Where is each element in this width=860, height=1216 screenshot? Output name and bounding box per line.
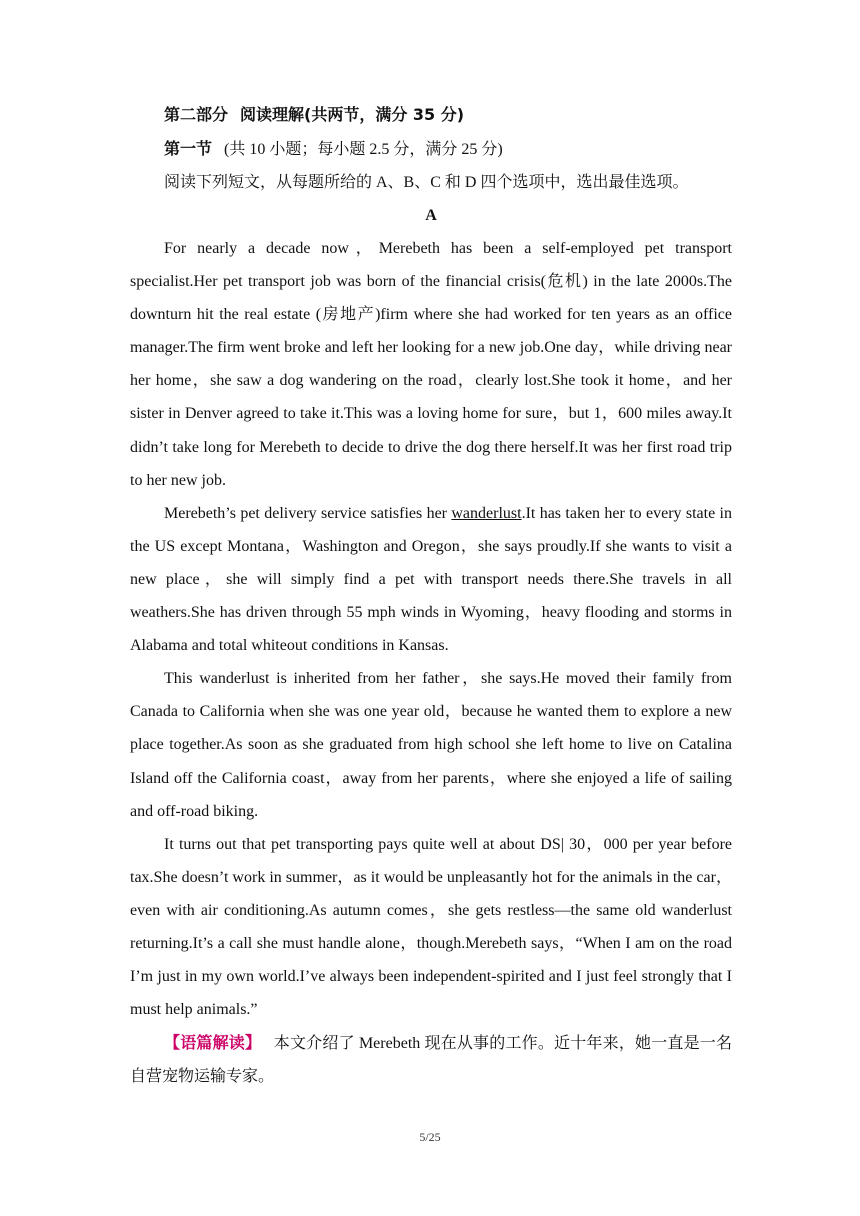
sub-label: 第一节: [164, 139, 213, 158]
part-heading: [130, 98, 732, 132]
page-number: 5/25: [419, 1130, 441, 1144]
document-page: [130, 98, 732, 1093]
passage-title: A: [425, 207, 437, 224]
part-label: 第二部分: [164, 105, 229, 124]
analysis-tag: 【语篇解读】: [164, 1033, 262, 1053]
part-title: 阅读理解(共两节，满分 35 分): [240, 105, 465, 124]
paragraph-2-end: .It has taken her to every state in the US except Montana，Washington and Oregon，she says proudly.If she wants to visit a new place，she will simply find a pet with transport needs there.She travels in all weathers.She has driven through 55 mph winds in Wyoming，heavy flooding and storms in Alabama and total whiteout conditions in Kansas.: [130, 504, 732, 655]
sub-desc: (共 10 小题；每小题 2.5 分，满分 25 分): [224, 141, 503, 158]
paragraph-4: It turns out that pet transporting pays quite well at about DS| 30，000 per year before tax.She doesn’t work in summer，as it would be unpleasantly hot for the animals in the car，even with air conditioning.As autumn comes，she gets restless—the same old wanderlust returning.It’s a call she must handle alone，though.Merebeth says，“When I am on the road I’m just in my own world.I’ve always been independent-spirited and I just feel strongly that I must help animals.”: [130, 835, 733, 1019]
paragraph-2: [130, 497, 732, 662]
sub-heading: [130, 132, 732, 166]
paragraph-2-start: Merebeth’s pet delivery service satisfies her: [164, 504, 452, 522]
analysis-text: 本文介绍了 Merebeth 现在从事的工作。近十年来，她一直是一名自营宠物运输专家。: [130, 1035, 732, 1086]
paragraph-3: This wanderlust is inherited from her father，she says.He moved their family from Canada to California when she was one year old，because he wanted them to explore a new place together.As soon as she graduated from high school she left home to live on Catalina Island off the California coast，away from her parents，where she enjoyed a life of sailing and off-road biking.: [130, 670, 732, 820]
instructions: 阅读下列短文，从每题所给的 A、B、C 和 D 四个选项中，选出最佳选项。: [164, 174, 689, 191]
passage-analysis: [130, 1026, 732, 1093]
paragraph-1: For nearly a decade now，Merebeth has been a self-employed pet transport specialist.Her pet transport job was born of the financial crisis(危机) in the late 2000s.The downturn hit the real estate (房地产)firm where she had worked for ten years as an office manager.The firm went broke and left her looking for a new job.One day，while driving near her home，she saw a dog wandering on the road，clearly lost.She took it home，and her sister in Denver agreed to take it.This was a loving home for sure，but 1，600 miles away.It didn’t take long for Merebeth to decide to drive the dog there herself.It was her first road trip to her new job.: [130, 240, 732, 489]
underlined-word: wanderlust: [451, 504, 522, 522]
